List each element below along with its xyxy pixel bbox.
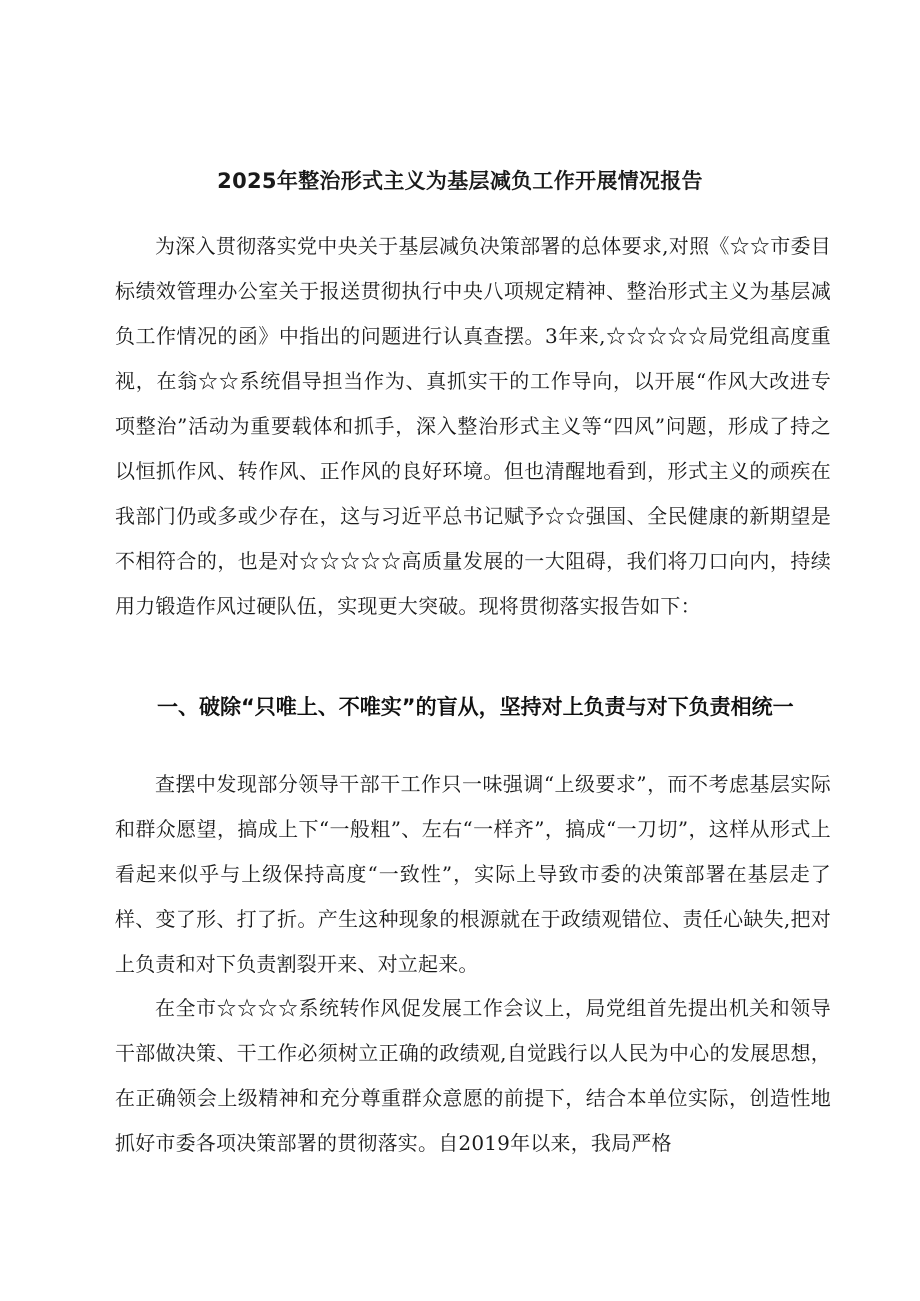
section-heading-1: 一、破除“只唯上、不唯实”的盲从，坚持对上负责与对下负责相统一 (157, 695, 794, 719)
intro-paragraph: 为深入贯彻落实党中央关于基层减负决策部署的总体要求,对照《☆☆市委目标绩效管理办公室关于报送贯彻执行中央八项规定精神、整治形式主义为基层减负工作情况的函》中指出的问题进行认真查摆。3年来,☆☆☆☆☆局党组高度重视，在翁☆☆系统倡导担当作为、真抓实干的工作导向，以开展“作风大改进专项整治”活动为重要载体和抓手，深入整治形式主义等“四风”问题，形成了持之以恒抓作风、转作风、正作风的良好环境。但也清醒地看到，形式主义的顽疾在我部门仍或多或少存在，这与习近平总书记赋予☆☆强国、全民健康的新期望是不相符合的，也是对☆☆☆☆☆高质量发展的一大阻碍，我们将刀口向内，持续用力锻造作风过硬队伍，实现更大突破。现将贯彻落实报告如下： (115, 234, 831, 618)
section1-paragraph-1: 查摆中发现部分领导干部干工作只一味强调“上级要求”，而不考虑基层实际和群众愿望，搞成上下“一般粗”、左右“一样齐”，搞成“一刀切”，这样从形式上看起来似乎与上级保持高度“一致性”，实际上导致市委的决策部署在基层走了样、变了形、打了折。产生这种现象的根源就在于政绩观错位、责任心缺失,把对上负责和对下负责割裂开来、对立起来。 (115, 772, 831, 976)
section1-paragraph-2: 在全市☆☆☆☆系统转作风促发展工作会议上，局党组首先提出机关和领导干部做决策、干工作必须树立正确的政绩观,自觉践行以人民为中心的发展思想，在正确领会上级精神和充分尊重群众意愿的前提下，结合本单位实际，创造性地抓好市委各项决策部署的贯彻落实。自2019年以来，我局严格 (115, 996, 831, 1155)
document-title: 2025年整治形式主义为基层减负工作开展情况报告 (217, 169, 703, 193)
